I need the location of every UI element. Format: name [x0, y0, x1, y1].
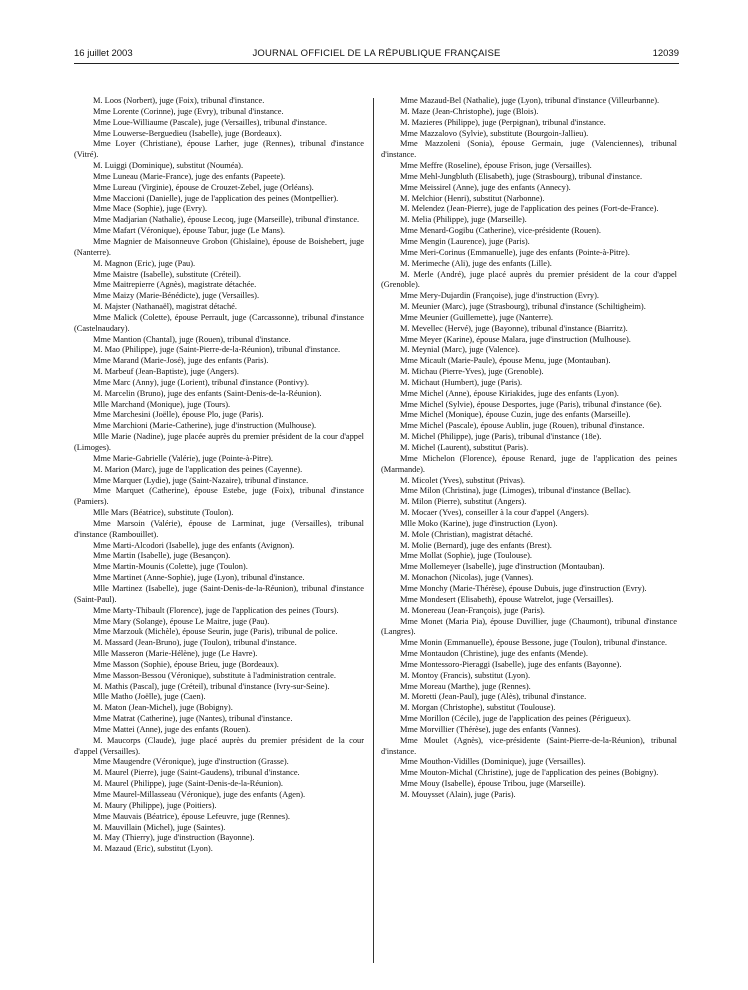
- list-item: M. Massard (Jean-Bruno), juge (Toulon), tribunal d'instance.: [93, 638, 297, 648]
- list-item: M. Michel (Laurent), substitut (Paris).: [400, 443, 529, 452]
- list-item: Mme Monet (Maria Pia), épouse Duvillier, juge (Chaumont), tribunal d'instance (Langres).: [381, 616, 677, 637]
- list-item: M. Milon (Pierre), substitut (Angers).: [400, 497, 527, 507]
- list-item: Mme Morvillier (Thérèse), juge des enfants (Vannes).: [400, 724, 581, 734]
- list-item: M. Marbeuf (Jean-Baptiste), juge (Angers).: [93, 367, 239, 377]
- list-item: Mme Milon (Christina), juge (Limoges), tribunal d'instance (Bellac).: [400, 486, 631, 496]
- list-item: Mme Mattei (Anne), juge des enfants (Rouen).: [93, 724, 251, 734]
- list-item: M. Micolet (Yves), substitut (Privas).: [400, 475, 526, 485]
- header-rule: [74, 63, 679, 64]
- list-item: Mme Maistre (Isabelle), substitute (Créteil).: [93, 269, 241, 279]
- list-item: M. Montoy (Francis), substitut (Lyon).: [400, 670, 531, 680]
- list-item: Mme Marti-Alcodori (Isabelle), juge des enfants (Avignon).: [93, 540, 295, 550]
- list-item: Mme Michel (Anne), épouse Kiriakides, juge des enfants (Lyon).: [400, 388, 619, 398]
- list-item: M. Maurel (Philippe), juge (Saint-Denis-de-la-Réunion).: [93, 779, 284, 789]
- list-item: Mme Mazzalovo (Sylvie), substitute (Bourgoin-Jallieu).: [400, 128, 589, 138]
- list-item: Mme Menard-Gogibu (Catherine), vice-présidente (Rouen).: [400, 226, 601, 236]
- list-item: Mme Morillon (Cécile), juge de l'application des peines (Périgueux).: [400, 714, 631, 724]
- right-column: [381, 96, 677, 801]
- list-item: Mme Martinet (Anne-Sophie), juge (Lyon), tribunal d'instance.: [93, 573, 305, 583]
- list-item: Mme Marchioni (Marie-Catherine), juge d'instruction (Mulhouse).: [93, 421, 317, 431]
- list-item: M. Melia (Philippe), juge (Marseille).: [400, 215, 527, 225]
- list-item: Mme Micault (Marie-Paule), épouse Menu, juge (Montauban).: [400, 356, 611, 366]
- list-item: M. Merimeche (Ali), juge des enfants (Lille).: [400, 258, 552, 268]
- list-item: Mme Louwerse-Berguedieu (Isabelle), juge (Bordeaux).: [93, 128, 282, 138]
- list-item: Mme Masson (Sophie), épouse Brieu, juge (Bordeaux).: [93, 659, 279, 669]
- list-item: M. Mevellec (Hervé), juge (Bayonne), tribunal d'instance (Biarritz).: [400, 323, 628, 333]
- page-header: [74, 48, 679, 62]
- list-item: Mme Matrat (Catherine), juge (Nantes), tribunal d'instance.: [93, 714, 293, 724]
- list-item: Mlle Matho (Joëlle), juge (Caen).: [93, 692, 206, 702]
- list-item: Mme Meissirel (Anne), juge des enfants (Annecy).: [400, 182, 571, 192]
- list-item: M. Morgan (Christophe), substitut (Toulouse).: [400, 703, 556, 713]
- list-item: Mme Mery-Dujardin (Françoise), juge d'instruction (Evry).: [400, 291, 599, 301]
- list-item: Mme Marchesini (Joëlle), épouse Plo, juge (Paris).: [93, 410, 264, 420]
- list-item: M. Michel (Philippe), juge (Paris), tribunal d'instance (18e).: [400, 432, 602, 442]
- list-item: Mme Monchy (Marie-Thérèse), épouse Dubuis, juge d'instruction (Evry).: [400, 583, 647, 593]
- list-item: Mme Maurel-Millasseau (Véronique), juge des enfants (Agen).: [93, 790, 306, 799]
- journal-title: JOURNAL OFFICIEL DE LA RÉPUBLIQUE FRANÇAISE: [252, 48, 501, 59]
- list-item: Mme Magnier de Maisonneuve Grobon (Ghislaine), épouse de Boishebert, juge (Nanterre).: [74, 236, 364, 257]
- list-item: Mlle Mars (Béatrice), substitute (Toulon).: [93, 508, 234, 518]
- page-number: 12039: [652, 48, 679, 59]
- list-item: Mme Michel (Monique), épouse Cuzin, juge des enfants (Marseille).: [400, 410, 631, 420]
- list-item: M. Mazieres (Philippe), juge (Perpignan), tribunal d'instance.: [400, 117, 606, 127]
- list-item: Mme Malick (Colette), épouse Perrault, juge (Carcassonne), tribunal d'instance (Castelnaudary).: [74, 312, 364, 333]
- list-item: M. Majster (Nathanaël), magistrat détaché.: [93, 302, 237, 312]
- list-item: Mme Mengin (Laurence), juge (Paris).: [400, 236, 530, 246]
- list-item: M. May (Thierry), juge d'instruction (Bayonne).: [93, 833, 255, 843]
- list-item: M. Michau (Pierre-Yves), juge (Grenoble).: [400, 367, 544, 377]
- list-item: Mlle Masseron (Marie-Hélène), juge (Le Havre).: [93, 649, 258, 659]
- list-item: Mme Maitrepierre (Agnès), magistrate détachée.: [93, 280, 257, 290]
- list-item: Mme Marie-Gabrielle (Valérie), juge (Pointe-à-Pitre).: [93, 453, 273, 463]
- list-item: Mlle Martinez (Isabelle), juge (Saint-Denis-de-la-Réunion), tribunal d'instance (Saint-Paul).: [74, 583, 364, 604]
- list-item: Mme Mafart (Véronique), épouse Tabur, juge (Le Mans).: [93, 226, 285, 236]
- list-item: M. Mouysset (Alain), juge (Paris).: [400, 790, 516, 799]
- list-item: M. Melchior (Henri), substitut (Narbonne).: [400, 193, 545, 203]
- list-item: Mme Moreau (Marthe), juge (Rennes).: [400, 681, 531, 691]
- list-item: Mme Meyer (Karine), épouse Malara, juge d'instruction (Mulhouse).: [400, 334, 631, 344]
- list-item: Mme Lorente (Corinne), juge (Evry), tribunal d'instance.: [93, 106, 284, 116]
- list-item: Mme Marquet (Catherine), épouse Estebe, juge (Foix), tribunal d'instance (Pamiers).: [74, 486, 364, 507]
- list-item: M. Melendez (Jean-Pierre), juge de l'application des peines (Fort-de-France).: [400, 204, 659, 214]
- list-item: Mlle Marchand (Monique), juge (Tours).: [93, 399, 231, 409]
- list-item: Mme Luneau (Marie-France), juge des enfants (Papeete).: [93, 171, 286, 181]
- list-item: Mme Marsoin (Valérie), épouse de Larminat, juge (Versailles), tribunal d'instance (Rambouillet).: [74, 518, 364, 539]
- list-item: M. Mauvillain (Michel), juge (Saintes).: [93, 822, 226, 832]
- list-item: Mme Mary (Solange), épouse Le Maitre, juge (Pau).: [93, 616, 270, 626]
- list-item: M. Moretti (Jean-Paul), juge (Alès), tribunal d'instance.: [400, 692, 587, 702]
- list-item: M. Loos (Norbert), juge (Foix), tribunal d'instance.: [93, 96, 265, 105]
- list-item: Mme Marty-Thibault (Florence), juge de l'application des peines (Tours).: [93, 605, 339, 615]
- left-column: [74, 96, 364, 855]
- list-item: M. Meynial (Marc), juge (Valence).: [400, 345, 520, 355]
- list-item: M. Mazaud (Eric), substitut (Lyon).: [93, 844, 213, 854]
- list-item: Mme Michelon (Florence), épouse Renard, juge de l'application des peines (Marmande).: [381, 453, 677, 474]
- list-item: M. Maze (Jean-Christophe), juge (Blois).: [400, 106, 539, 116]
- list-item: M. Michaut (Humbert), juge (Paris).: [400, 377, 523, 387]
- list-item: Mme Meffre (Roseline), épouse Frison, juge (Versailles).: [400, 161, 592, 171]
- list-item: M. Maury (Philippe), juge (Poitiers).: [93, 800, 217, 810]
- list-item: M. Merle (André), juge placé auprès du premier président de la cour d'appel (Grenoble).: [381, 269, 677, 290]
- list-item: M. Molie (Bernard), juge des enfants (Brest).: [400, 540, 552, 550]
- list-item: M. Marcelin (Bruno), juge des enfants (Saint-Denis-de-la-Réunion).: [93, 388, 322, 398]
- list-item: M. Maton (Jean-Michel), juge (Bobigny).: [93, 703, 233, 713]
- list-item: Mme Marc (Anny), juge (Lorient), tribunal d'instance (Pontivy).: [93, 377, 309, 387]
- list-item: M. Mole (Christian), magistrat détaché.: [400, 529, 533, 539]
- list-item: M. Magnon (Eric), juge (Pau).: [93, 258, 196, 268]
- list-item: Mme Meri-Corinus (Emmanuelle), juge des enfants (Pointe-à-Pitre).: [400, 247, 630, 257]
- list-item: Mme Maugendre (Véronique), juge d'instruction (Grasse).: [93, 757, 289, 767]
- list-item: Mme Marquer (Lydie), juge (Saint-Nazaire), tribunal d'instance.: [93, 475, 309, 485]
- list-item: Mme Mantion (Chantal), juge (Rouen), tribunal d'instance.: [93, 334, 291, 344]
- list-item: Mme Martin (Isabelle), juge (Besançon).: [93, 551, 231, 561]
- list-item: Mme Montessoro-Pieraggi (Isabelle), juge des enfants (Bayonne).: [400, 659, 622, 669]
- list-item: Mme Loyer (Christiane), épouse Larher, juge (Rennes), tribunal d'instance (Vitré).: [74, 139, 364, 160]
- list-item: Mme Mazaud-Bel (Nathalie), juge (Lyon), tribunal d'instance (Villeurbanne).: [400, 96, 660, 105]
- issue-date: 16 juillet 2003: [74, 48, 133, 59]
- list-item: Mme Monin (Emmanuelle), épouse Bessone, juge (Toulon), tribunal d'instance.: [400, 638, 668, 648]
- list-item: Mme Madjarian (Nathalie), épouse Lecoq, juge (Marseille), tribunal d'instance.: [93, 215, 360, 225]
- list-item: Mme Mollat (Sophie), juge (Toulouse).: [400, 551, 532, 561]
- list-item: Mme Mouton-Michal (Christine), juge de l'application des peines (Bobigny).: [400, 768, 659, 778]
- list-item: Mme Loue-Williaume (Pascale), juge (Versailles), tribunal d'instance.: [93, 117, 327, 127]
- list-item: Mme Mazzoleni (Sonia), épouse Germain, juge (Valenciennes), tribunal d'instance.: [381, 139, 677, 160]
- list-item: M. Mathis (Pascal), juge (Créteil), tribunal d'instance (Ivry-sur-Seine).: [93, 681, 330, 691]
- list-item: Mme Mouthon-Vidilles (Dominique), juge (Versailles).: [400, 757, 586, 767]
- list-item: Mme Mehl-Jungbluth (Elisabeth), juge (Strasbourg), tribunal d'instance.: [400, 171, 643, 181]
- list-item: Mme Marand (Marie-José), juge des enfants (Paris).: [93, 356, 269, 366]
- list-item: Mme Michel (Sylvie), épouse Desportes, juge (Paris), tribunal d'instance (6e).: [400, 399, 662, 409]
- list-item: M. Mao (Philippe), juge (Saint-Pierre-de-la-Réunion), tribunal d'instance.: [93, 345, 341, 355]
- list-item: Mme Montaudon (Christine), juge des enfants (Mende).: [400, 649, 588, 659]
- list-item: M. Maurel (Pierre), juge (Saint-Gaudens), tribunal d'instance.: [93, 768, 300, 778]
- list-item: Mme Mondesert (Elisabeth), épouse Watrelot, juge (Versailles).: [400, 594, 614, 604]
- list-item: Mme Moulet (Agnès), vice-présidente (Saint-Pierre-de-la-Réunion), tribunal d'instance.: [381, 735, 677, 756]
- list-item: Mme Michel (Pascale), épouse Aublin, juge (Rouen), tribunal d'instance.: [400, 421, 645, 431]
- list-item: Mme Mouy (Isabelle), épouse Tribou, juge (Marseille).: [400, 779, 586, 789]
- list-item: M. Mocaer (Yves), conseiller à la cour d'appel (Angers).: [400, 508, 589, 518]
- list-item: M. Monereau (Jean-François), juge (Paris).: [400, 605, 545, 615]
- column-divider: [373, 98, 374, 963]
- list-item: M. Marion (Marc), juge de l'application des peines (Cayenne).: [93, 464, 303, 474]
- list-item: M. Luiggi (Dominique), substitut (Nouméa).: [93, 161, 244, 171]
- list-item: Mme Maizy (Marie-Bénédicte), juge (Versailles).: [93, 291, 260, 301]
- list-item: Mlle Marie (Nadine), juge placée auprès du premier président de la cour d'appel (Limoges).: [74, 432, 364, 452]
- list-item: Mme Martin-Mounis (Colette), juge (Toulon).: [93, 562, 248, 572]
- list-item: Mlle Moko (Karine), juge d'instruction (Lyon).: [400, 518, 558, 528]
- list-item: Mme Mollemeyer (Isabelle), juge d'instruction (Montauban).: [400, 562, 605, 572]
- list-item: M. Maucorps (Claude), juge placé auprès du premier président de la cour d'appel (Versailles).: [74, 735, 364, 756]
- list-item: Mme Marzouk (Michèle), épouse Seurin, juge (Paris), tribunal de police.: [93, 627, 338, 637]
- list-item: M. Monachon (Nicolas), juge (Vannes).: [400, 573, 534, 583]
- list-item: Mme Maccioni (Danielle), juge de l'application des peines (Montpellier).: [93, 193, 339, 203]
- list-item: Mme Meunier (Guillemette), juge (Nanterre).: [400, 312, 554, 322]
- list-item: Mme Masson-Bessou (Véronique), substitute à l'administration centrale.: [93, 670, 336, 680]
- list-item: Mme Mace (Sophie), juge (Evry).: [93, 204, 207, 214]
- list-item: Mme Lureau (Virginie), épouse de Crouzet-Zebel, juge (Orléans).: [93, 182, 314, 192]
- list-item: Mme Mauvais (Béatrice), épouse Lefeuvre, juge (Rennes).: [93, 811, 290, 821]
- list-item: M. Meunier (Marc), juge (Strasbourg), tribunal d'instance (Schiltigheim).: [400, 302, 646, 312]
